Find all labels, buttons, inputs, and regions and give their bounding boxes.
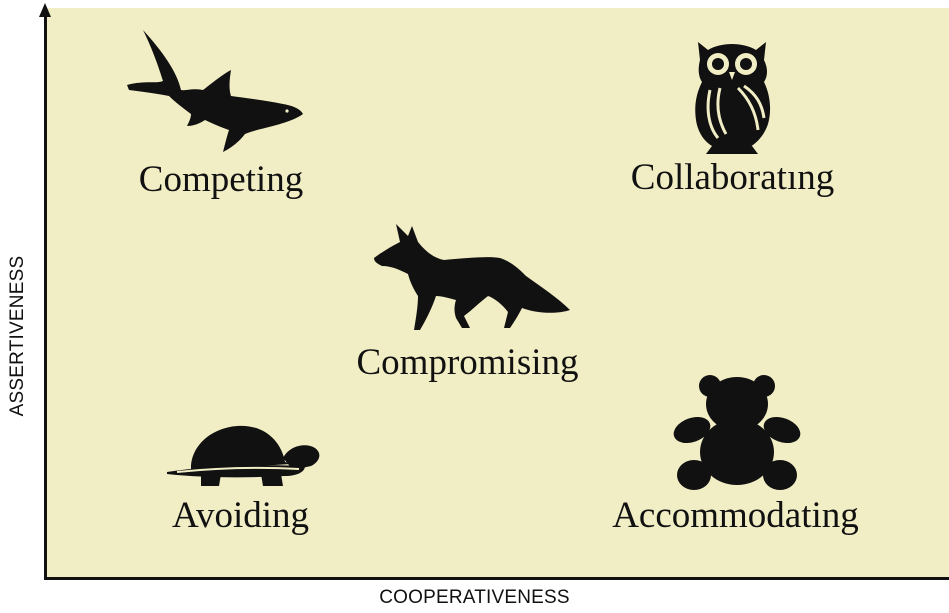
shark-icon: [125, 28, 305, 153]
compromising-label: Compromising: [356, 342, 579, 383]
y-axis-line: [44, 14, 47, 580]
turtle-icon: [165, 412, 325, 492]
y-axis-arrow: [39, 3, 51, 17]
fox-icon: [372, 222, 572, 334]
collaborating-label: Collaboratıng: [630, 157, 835, 198]
competing-label: Competing: [138, 159, 304, 200]
teddy-bear-icon: [672, 372, 802, 496]
owl-icon: [692, 38, 772, 158]
x-axis-label: COOPERATIVENESS: [379, 587, 570, 608]
y-axis-label: ASSERTIVENESS: [7, 255, 28, 417]
x-axis-line: [44, 577, 949, 580]
accommodating-label: Accommodating: [612, 495, 859, 536]
avoiding-label: Avoiding: [171, 495, 310, 536]
